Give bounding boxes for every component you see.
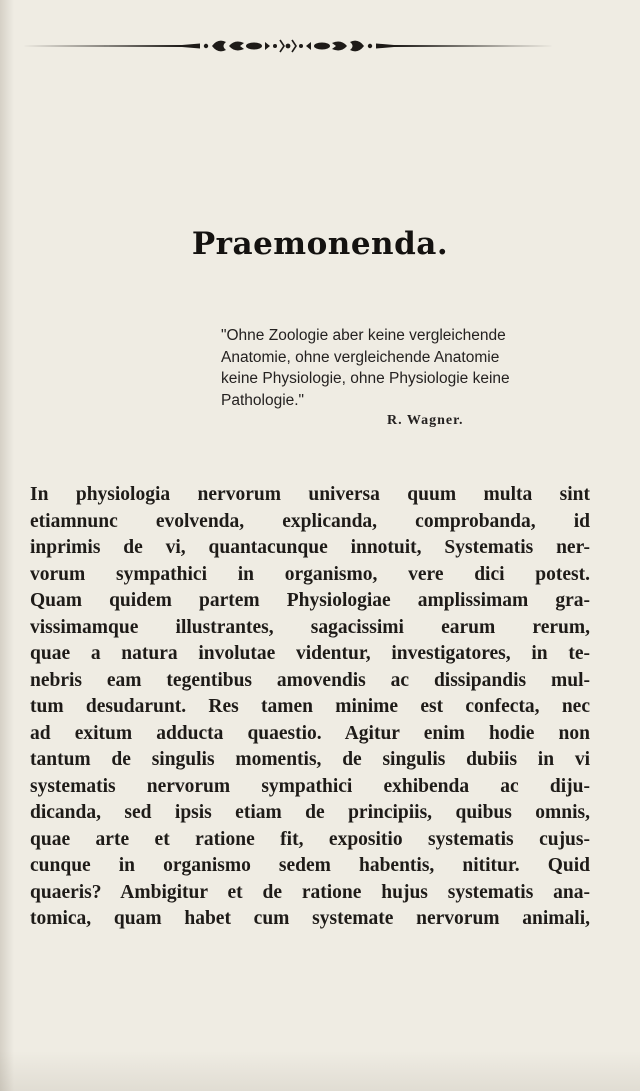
header-ornament-rule [22,36,554,56]
body-line: cunque in organismo sedem habentis, nititur. Quid [30,855,590,876]
page-bottom-shadow [0,1051,640,1091]
page-title: Praemonenda. [191,226,449,262]
body-line: tum desudarunt. Res tamen minime est confecta, nec [30,696,590,717]
page-edge-shadow [0,0,14,1091]
body-line: nebris eam tegentibus amovendis ac dissipandis mul- [30,669,590,691]
body-line: etiamnunc evolvenda, explicanda, comprobanda, id [30,510,590,532]
body-line: quaeris? Ambigitur et de ratione hujus systematis ana- [30,881,590,903]
body-line: quae a natura involutae videntur, investigatores, in te- [30,643,590,664]
body-line: vissimamque illustrantes, sagacissimi earum rerum, [30,616,590,638]
body-line: quae arte et ratione fit, expositio systematis cujus- [30,828,590,850]
epigraph-line: Pathologie." [221,391,305,409]
epigraph-line: Anatomie, ohne vergleichende Anatomie [221,348,500,366]
body-line: inprimis de vi, quantacunque innotuit, Systematis ner- [30,537,590,558]
body-paragraph [30,482,590,933]
body-line: vorum sympathici in organismo, vere dici potest. [30,563,590,585]
body-line: tomica, quam habet cum systemate nervorum animali, [30,908,590,929]
epigraph-attribution: R. Wagner. [387,413,464,428]
body-line: Quam quidem partem Physiologiae amplissimam gra- [30,590,590,611]
body-line: tantum de singulis momentis, de singulis dubiis in vi [30,749,590,770]
body-line: ad exitum adducta quaestio. Agitur enim hodie non [30,722,590,744]
epigraph-line: keine Physiologie, ohne Physiologie keine [221,370,510,387]
body-line: In physiologia nervorum universa quum multa sint [30,484,590,505]
epigraph-line: "Ohne Zoologie aber keine vergleichende [221,327,506,344]
epigraph-quote [221,325,561,411]
body-line: dicanda, sed ipsis etiam de principiis, quibus omnis, [30,802,590,823]
body-line: systematis nervorum sympathici exhibenda ac diju- [30,775,590,797]
